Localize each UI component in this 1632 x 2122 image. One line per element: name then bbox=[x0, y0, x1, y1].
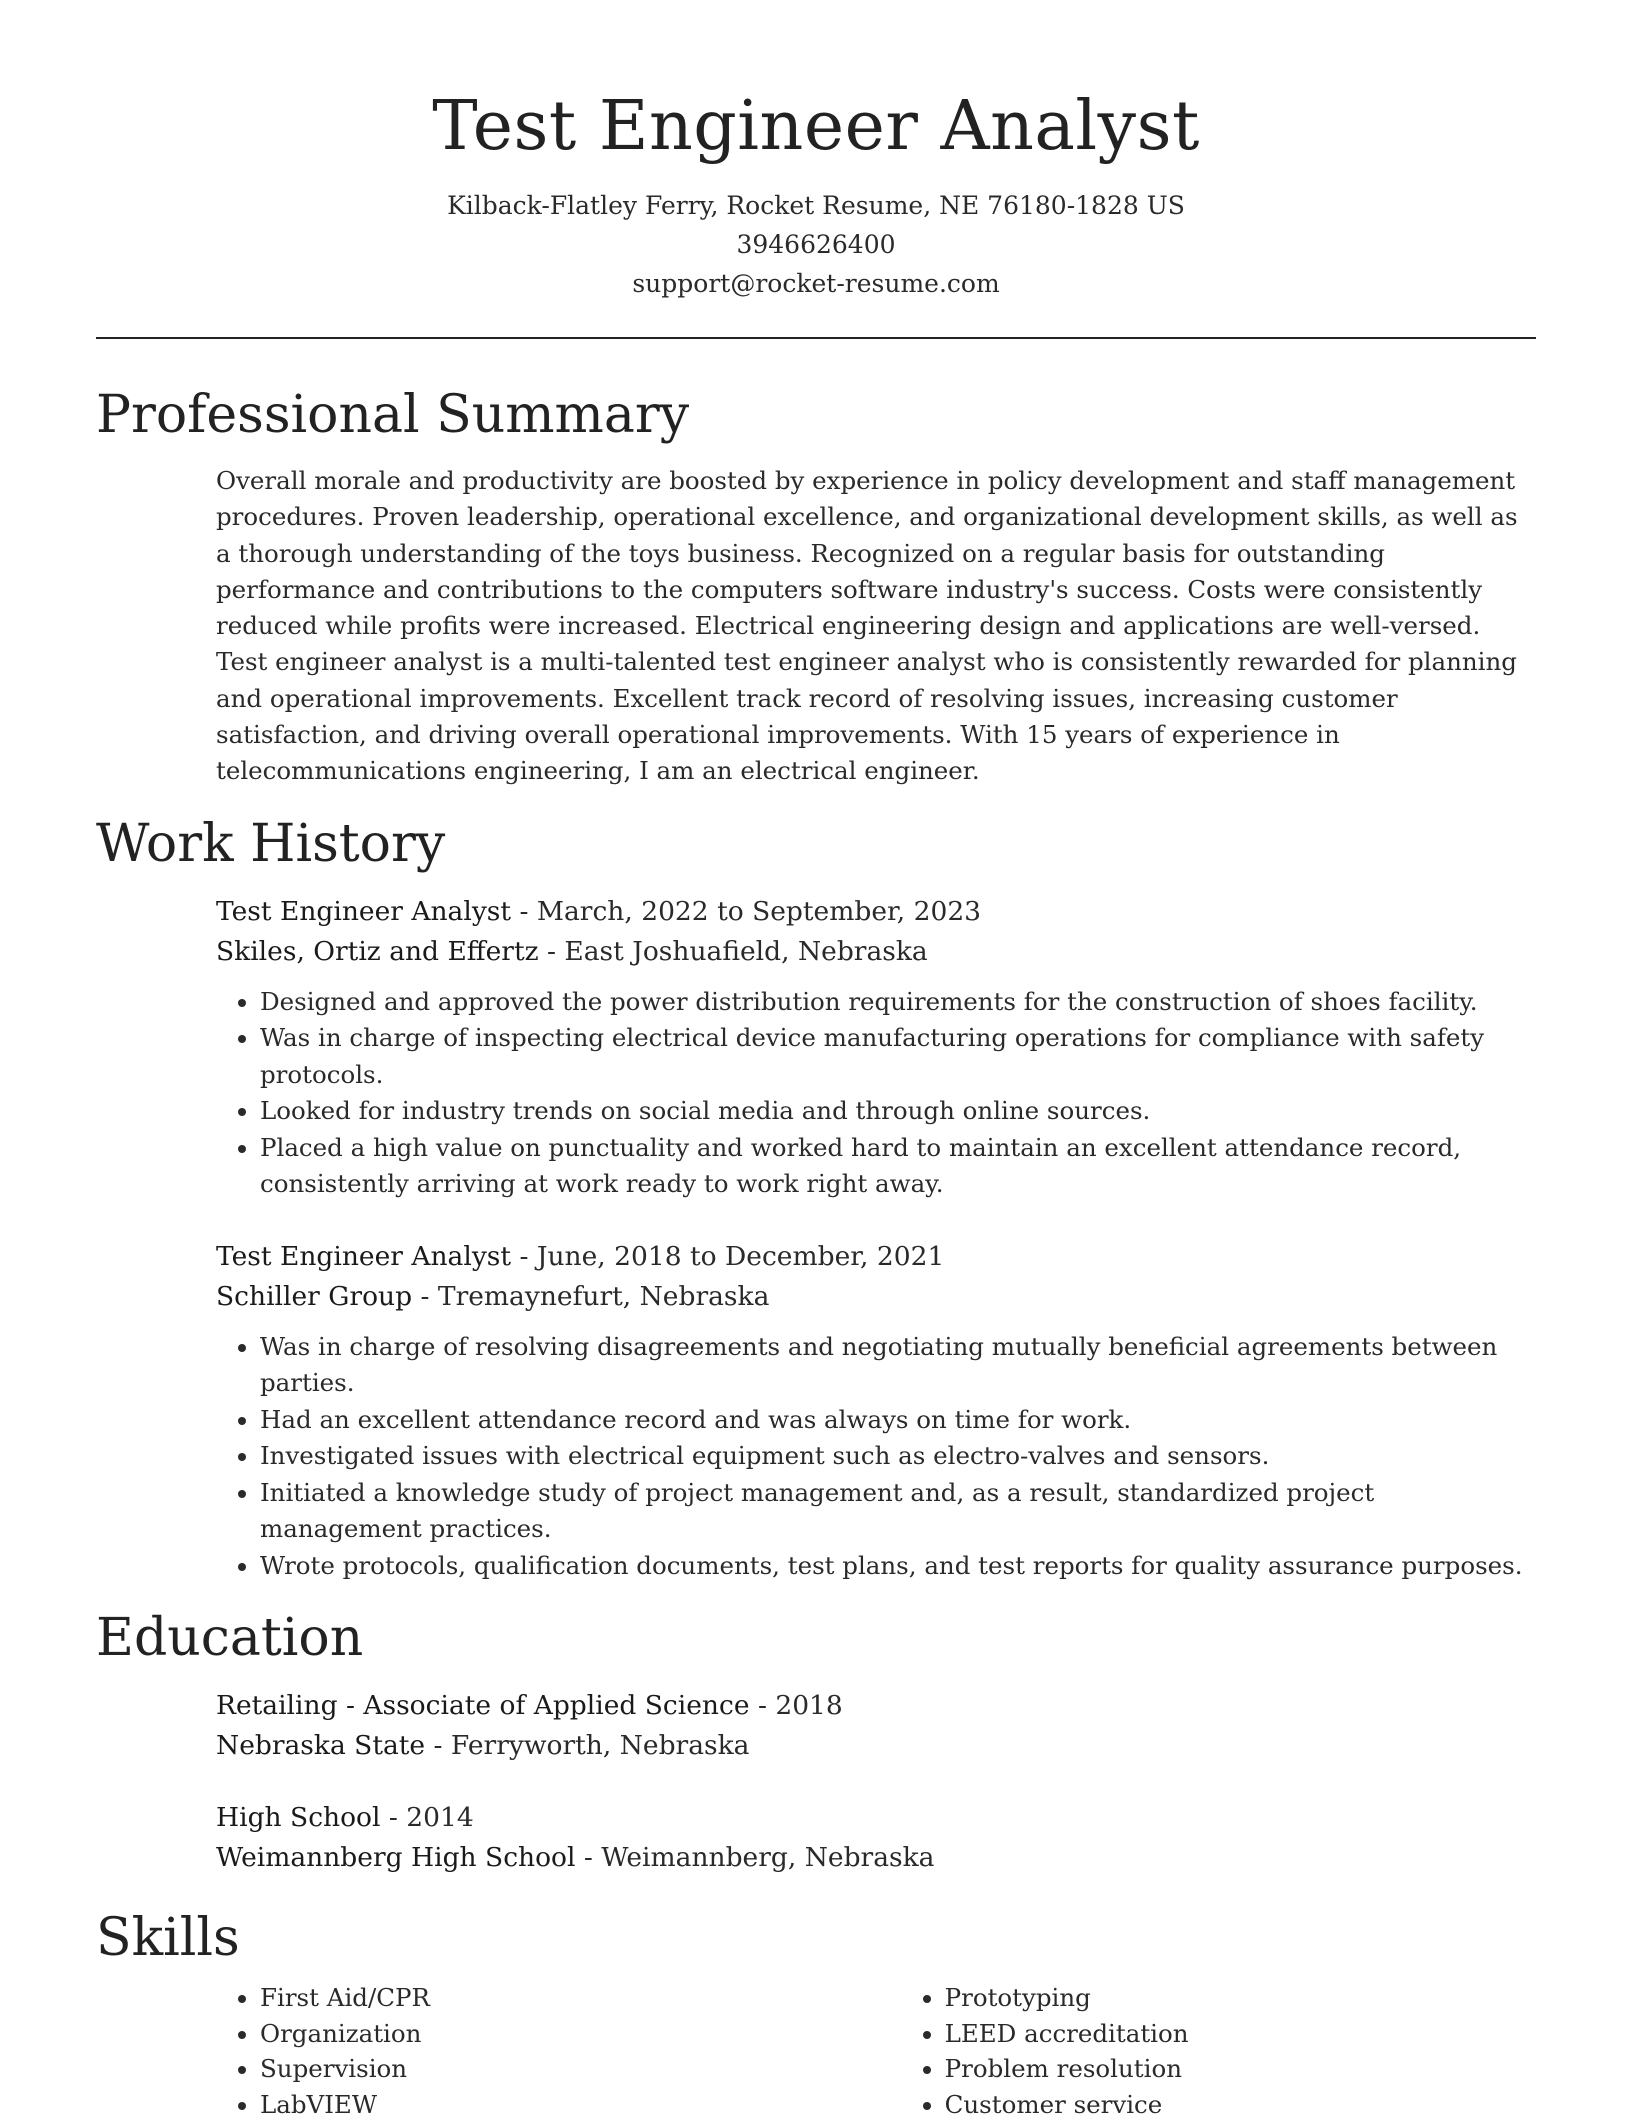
job-company-line bbox=[216, 1277, 1536, 1317]
job-bullet: • Placed a high value on punctuality and worked hard to maintain an excellent attendance record, consistently arriving at work ready to work right away. bbox=[260, 1130, 1536, 1203]
job-title-line bbox=[216, 1237, 1536, 1277]
job-bullets bbox=[216, 984, 1536, 1203]
job-bullet: • Investigated issues with electrical equipment such as electro-valves and sensors. bbox=[260, 1438, 1536, 1475]
job-company-line bbox=[216, 932, 1536, 972]
job-company: Skiles, Ortiz and Effertz bbox=[216, 935, 539, 967]
education-degree-line bbox=[216, 1686, 1536, 1726]
section-title-skills: Skills bbox=[96, 1908, 240, 1969]
skill-item: • First Aid/CPR bbox=[260, 1980, 901, 2016]
skill-item: • LabVIEW bbox=[260, 2087, 901, 2122]
education-degree-line bbox=[216, 1798, 1536, 1838]
job-bullet: • Had an excellent attendance record and was always on time for work. bbox=[260, 1402, 1536, 1439]
section-title-education: Education bbox=[96, 1608, 364, 1669]
job-role: Test Engineer Analyst bbox=[216, 1240, 512, 1272]
contact-block bbox=[96, 186, 1536, 303]
education-location: - Weimannberg, Nebraska bbox=[575, 1842, 935, 1874]
skill-item: • Supervision bbox=[260, 2051, 901, 2087]
skills-grid bbox=[216, 1980, 1536, 2122]
skills-column-left bbox=[216, 1980, 901, 2122]
candidate-name: Test Engineer Analyst bbox=[432, 87, 1200, 166]
education-degree: High School bbox=[216, 1802, 381, 1834]
job-bullet: • Looked for industry trends on social media and through online sources. bbox=[260, 1093, 1536, 1130]
job-entry bbox=[216, 892, 1536, 1203]
contact-email: support@rocket-resume.com bbox=[632, 269, 1000, 298]
job-location: - Tremaynefurt, Nebraska bbox=[412, 1280, 770, 1312]
job-company: Schiller Group bbox=[216, 1280, 413, 1312]
job-bullet: • Was in charge of inspecting electrical device manufacturing operations for compliance with safety protocols. bbox=[260, 1020, 1536, 1093]
skill-item: • LEED accreditation bbox=[945, 2016, 1536, 2052]
skill-item: • Organization bbox=[260, 2016, 901, 2052]
job-entry bbox=[216, 1237, 1536, 1585]
skills-column-right bbox=[901, 1980, 1536, 2122]
contact-phone: 3946626400 bbox=[736, 230, 896, 259]
education-school: Nebraska State bbox=[216, 1730, 426, 1762]
header-divider bbox=[96, 337, 1536, 339]
education-school-line bbox=[216, 1726, 1536, 1766]
education-location: - Ferryworth, Nebraska bbox=[425, 1730, 750, 1762]
resume-page bbox=[96, 0, 1536, 2122]
education-year: - 2014 bbox=[380, 1802, 474, 1834]
education-entry bbox=[216, 1686, 1536, 1766]
job-bullet: • Was in charge of resolving disagreements and negotiating mutually beneficial agreements between parties. bbox=[260, 1329, 1536, 1402]
job-bullet: • Initiated a knowledge study of project management and, as a result, standardized project management practices. bbox=[260, 1475, 1536, 1548]
resume-header bbox=[96, 0, 1536, 303]
education-degree: Retailing - Associate of Applied Science bbox=[216, 1690, 750, 1722]
job-dates: - March, 2022 to September, 2023 bbox=[511, 895, 982, 927]
section-title-summary: Professional Summary bbox=[96, 385, 690, 445]
skill-item: • Customer service bbox=[945, 2087, 1536, 2122]
education-school-line bbox=[216, 1838, 1536, 1878]
job-location: - East Joshuafield, Nebraska bbox=[538, 935, 928, 967]
job-bullet: • Wrote protocols, qualification documents, test plans, and test reports for quality assurance purposes. bbox=[260, 1548, 1536, 1585]
education-entry bbox=[216, 1798, 1536, 1878]
job-title-line bbox=[216, 892, 1536, 932]
education-school: Weimannberg High School bbox=[216, 1842, 576, 1874]
skill-item: • Problem resolution bbox=[945, 2051, 1536, 2087]
skill-item: • Prototyping bbox=[945, 1980, 1536, 2016]
section-title-work-history: Work History bbox=[96, 813, 446, 874]
summary-text: Overall morale and productivity are boosted by experience in policy development and staff management procedures. Proven leadership, operational excellence, and organizational development skills, as well as a thorough understanding of the toys business. Recognized on a regular basis for outstanding performance and contributions to the computers software industry's success. Costs were consistently reduced while profits were increased. Electrical engineering design and applications are well-versed. Test engineer analyst is a multi-talented test engineer analyst who is consistently rewarded for planning and operational improvements. Excellent track record of resolving issues, increasing customer satisfaction, and driving overall operational improvements. With 15 years of experience in telecommunications engineering, I am an electrical engineer. bbox=[216, 466, 1518, 786]
education-year: - 2018 bbox=[749, 1690, 843, 1722]
job-role: Test Engineer Analyst bbox=[216, 895, 512, 927]
job-bullet: • Designed and approved the power distribution requirements for the construction of shoes facility. bbox=[260, 984, 1536, 1021]
job-dates: - June, 2018 to December, 2021 bbox=[511, 1240, 945, 1272]
contact-address: Kilback-Flatley Ferry, Rocket Resume, NE 76180-1828 US bbox=[447, 191, 1185, 220]
job-bullets bbox=[216, 1329, 1536, 1585]
